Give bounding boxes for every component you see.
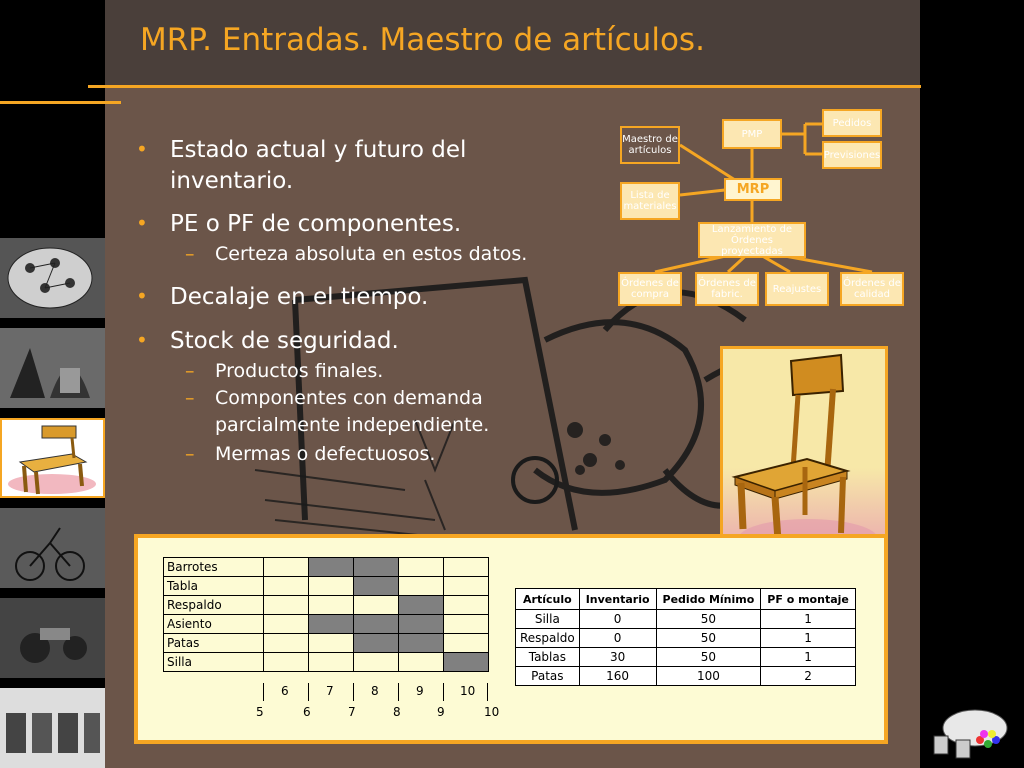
gantt-bar-cell	[354, 577, 399, 596]
thumbnail-slide-3-active[interactable]	[0, 418, 105, 498]
gantt-bar-cell	[309, 558, 354, 577]
gantt-empty-cell	[309, 634, 354, 653]
flow-lista-materiales: Lista de materiales	[620, 182, 680, 220]
gantt-bar-cell	[309, 615, 354, 634]
flow-ordenes-calidad: Órdenes de calidad	[840, 272, 904, 306]
gantt-lower-tick: 5	[256, 705, 264, 719]
items-table-cell: 50	[656, 629, 761, 648]
gantt-axis-tick-mark	[443, 683, 444, 701]
gantt-empty-cell	[399, 558, 444, 577]
items-table-cell: 30	[579, 648, 656, 667]
gantt-empty-cell	[399, 653, 444, 672]
gantt-bar-cell	[444, 653, 489, 672]
thumbnail-slide-5[interactable]	[0, 598, 105, 678]
gantt-empty-cell	[354, 596, 399, 615]
items-table-cell: 50	[656, 610, 761, 629]
items-table-header: Artículo	[516, 589, 580, 610]
gantt-empty-cell	[444, 558, 489, 577]
table-row	[516, 610, 856, 629]
gantt-lower-tick: 10	[484, 705, 500, 719]
motorcycle-sketch-icon	[0, 598, 105, 678]
gantt-row	[164, 577, 489, 596]
wooden-chair-icon	[723, 349, 885, 565]
gantt-lower-tick: 8	[393, 705, 401, 719]
gantt-axis-tick-mark	[308, 683, 309, 701]
bullet-stock: • Stock de seguridad.	[136, 328, 399, 354]
gantt-axis-tick-mark	[487, 683, 488, 701]
gantt-row	[164, 634, 489, 653]
bicycle-sketch-icon	[0, 508, 105, 588]
bullet-decalaje: • Decalaje en el tiempo.	[136, 284, 429, 310]
items-table-cell: 1	[761, 610, 856, 629]
table-row	[516, 667, 856, 686]
gantt-empty-cell	[264, 577, 309, 596]
gantt-lower-tick: 9	[437, 705, 445, 719]
items-table-cell: Silla	[516, 610, 580, 629]
items-table	[515, 588, 856, 686]
gantt-empty-cell	[264, 596, 309, 615]
gantt-chart	[163, 557, 489, 672]
gantt-row	[164, 615, 489, 634]
gantt-empty-cell	[264, 615, 309, 634]
gantt-empty-cell	[444, 634, 489, 653]
title-underline	[88, 85, 921, 88]
gantt-bar-cell	[399, 634, 444, 653]
gantt-empty-cell	[444, 596, 489, 615]
chair-icon	[2, 420, 103, 496]
gantt-empty-cell	[399, 577, 444, 596]
gantt-row-label: Barrotes	[164, 558, 264, 577]
gantt-empty-cell	[264, 634, 309, 653]
flow-reajustes: Reajustes	[765, 272, 829, 306]
thumbnail-slide-6[interactable]	[0, 688, 105, 768]
subbullet-componentes: – Componentes con demanda	[185, 387, 483, 409]
gantt-row-label: Respaldo	[164, 596, 264, 615]
gantt-axis-tick-mark	[398, 683, 399, 701]
gantt-bar-cell	[354, 615, 399, 634]
gantt-upper-tick: 9	[416, 684, 424, 698]
gantt-row-label: Tabla	[164, 577, 264, 596]
items-table-cell: 0	[579, 610, 656, 629]
gantt-empty-cell	[354, 653, 399, 672]
gantt-bar-cell	[354, 634, 399, 653]
items-table-cell: 1	[761, 648, 856, 667]
items-table-header: PF o montaje	[761, 589, 856, 610]
items-table-header: Inventario	[579, 589, 656, 610]
items-table-cell: 0	[579, 629, 656, 648]
thumbnail-slide-4[interactable]	[0, 508, 105, 588]
slide-title: MRP. Entradas. Maestro de artículos.	[140, 22, 705, 58]
thumbnail-slide-1[interactable]	[0, 238, 105, 318]
gantt-empty-cell	[309, 577, 354, 596]
gantt-upper-tick: 7	[326, 684, 334, 698]
items-table-header: Pedido Mínimo	[656, 589, 761, 610]
subbullet-certeza: – Certeza absoluta en estos datos.	[185, 243, 528, 265]
flow-previsiones: Previsiones	[822, 141, 882, 169]
flow-ordenes-compra: Órdenes de compra	[618, 272, 682, 306]
thumbnail-slide-2[interactable]	[0, 328, 105, 408]
gantt-axis-tick-mark	[263, 683, 264, 701]
items-table-cell: Respaldo	[516, 629, 580, 648]
gantt-bar-cell	[399, 615, 444, 634]
flow-pmp: PMP	[722, 119, 782, 149]
gantt-empty-cell	[264, 653, 309, 672]
workshop-sketch-icon	[0, 328, 105, 408]
table-row	[516, 629, 856, 648]
gantt-row	[164, 596, 489, 615]
items-table-cell: 100	[656, 667, 761, 686]
gantt-lower-tick: 6	[303, 705, 311, 719]
table-row	[516, 648, 856, 667]
gantt-empty-cell	[309, 653, 354, 672]
items-table-cell: 2	[761, 667, 856, 686]
gantt-upper-tick: 10	[460, 684, 476, 698]
flow-mrp: MRP	[724, 178, 782, 201]
items-table-cell: Patas	[516, 667, 580, 686]
flow-maestro-articulos: Maestro de artículos	[620, 126, 680, 164]
items-table-cell: Tablas	[516, 648, 580, 667]
gantt-upper-tick: 6	[281, 684, 289, 698]
subbullet-productos: – Productos finales.	[185, 360, 384, 382]
network-sketch-icon	[0, 238, 105, 318]
network-devices-icon	[930, 698, 1010, 764]
cartoon-strip-icon	[0, 688, 105, 768]
subbullet-mermas: – Mermas o defectuosos.	[185, 443, 436, 465]
gantt-empty-cell	[444, 577, 489, 596]
gantt-row-label: Patas	[164, 634, 264, 653]
gantt-axis-tick-mark	[353, 683, 354, 701]
gantt-bar-cell	[399, 596, 444, 615]
gantt-empty-cell	[444, 615, 489, 634]
subbullet-componentes-cont: parcialmente independiente.	[215, 414, 490, 436]
gantt-upper-tick: 8	[371, 684, 379, 698]
items-table-cell: 1	[761, 629, 856, 648]
bullet-estado-cont: inventario.	[170, 168, 294, 194]
flow-lanzamiento: Lanzamiento de Órdenes proyectadas	[698, 222, 806, 258]
gantt-row	[164, 558, 489, 577]
gantt-lower-tick: 7	[348, 705, 356, 719]
gantt-bar-cell	[354, 558, 399, 577]
side-accent-line	[0, 101, 121, 104]
bullet-estado: • Estado actual y futuro del	[136, 137, 467, 163]
items-table-cell: 160	[579, 667, 656, 686]
items-table-cell: 50	[656, 648, 761, 667]
gantt-empty-cell	[264, 558, 309, 577]
flow-pedidos: Pedidos	[822, 109, 882, 137]
bullet-pe-pf: • PE o PF de componentes.	[136, 211, 462, 237]
gantt-row-label: Asiento	[164, 615, 264, 634]
gantt-row-label: Silla	[164, 653, 264, 672]
flow-ordenes-fabric: Órdenes de fabric.	[695, 272, 759, 306]
gantt-empty-cell	[309, 596, 354, 615]
gantt-row	[164, 653, 489, 672]
